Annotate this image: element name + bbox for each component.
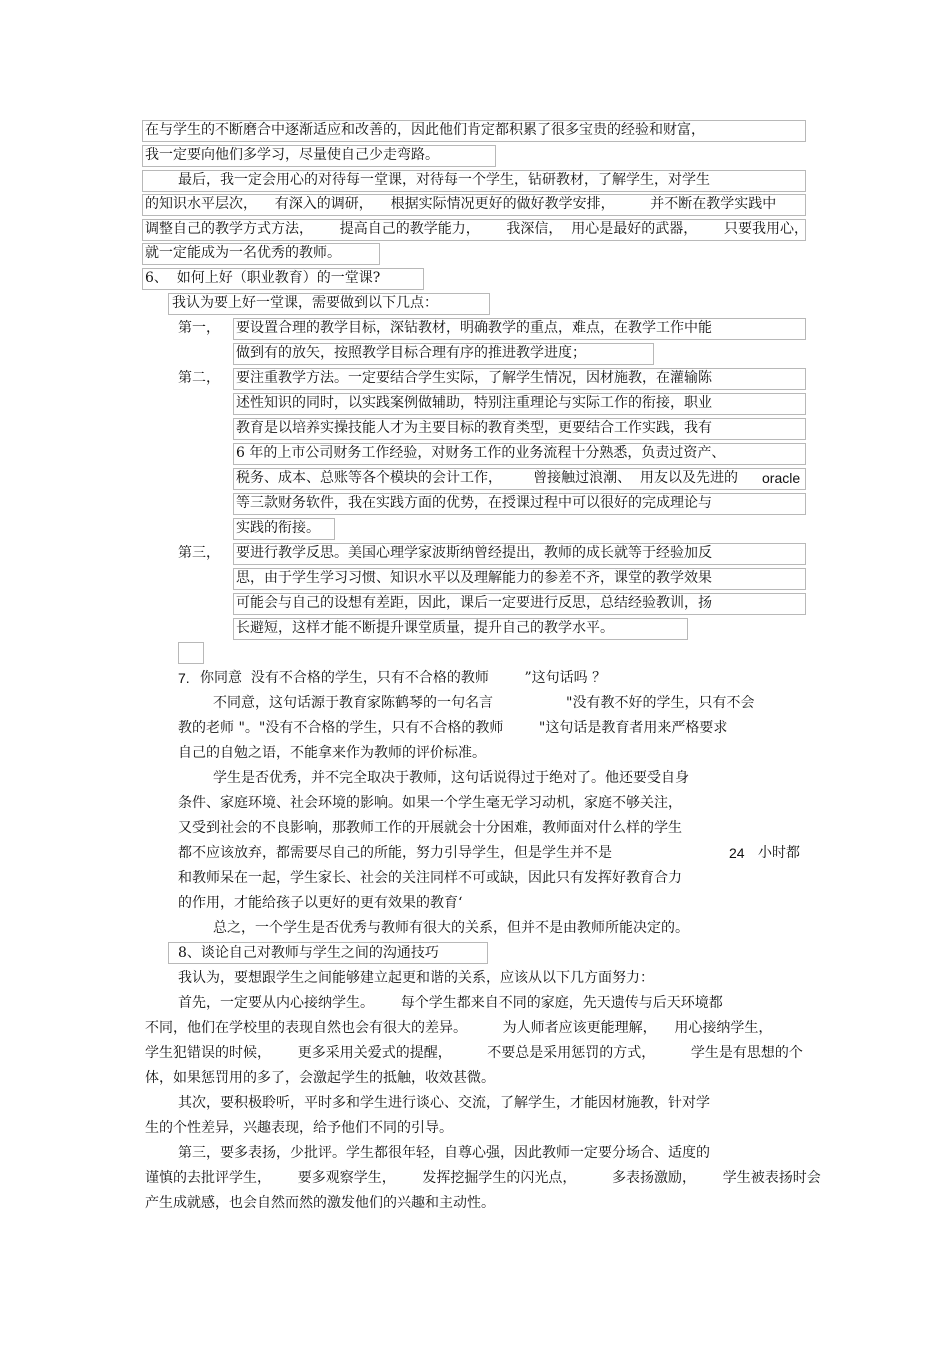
q6-point-1-line-2: 做到有的放矢，按照教学目标合理有序的推进教学进度；	[236, 345, 586, 361]
q7-a2-hours-number: 24	[729, 845, 745, 861]
q7-a2-line-1: 学生是否优秀，并不完全取决于教师，这句话说得过于绝对了。他还要受自身	[213, 770, 689, 786]
q6-point-2-line-6: 等三款财务软件，我在实践方面的优势，在授课过程中可以很好的完成理论与	[236, 495, 712, 511]
q6-point-2-line-4: 6 年的上市公司财务工作经验，对财务工作的业务流程十分熟悉，负责过资产、	[236, 445, 726, 461]
q7-a2-line-6: 的作用，才能给孩子以更好的更有效果的教育‘	[178, 895, 463, 911]
q7-a2-hours-text: 小时都	[758, 845, 800, 861]
q8-b1-line-1: 首先，一定要从内心接纳学生。 每个学生都来自不同的家庭，先天遗传与后天环境都	[178, 995, 723, 1011]
q8-title: 8、谈论自己对教师与学生之间的沟通技巧	[178, 945, 439, 961]
q8-b2-line-2: 生的个性差异，兴趣表现，给予他们不同的引导。	[145, 1120, 453, 1136]
q6-point-3-line-2: 思，由于学生学习习惯、知识水平以及理解能力的参差不齐，课堂的教学效果	[236, 570, 712, 586]
q7-a1-line-1-quote: "没有教不好的学生，只有不会	[566, 695, 755, 711]
q6-point-1-line-1: 要设置合理的教学目标，深钻教材，明确教学的重点，难点，在教学工作中能	[236, 320, 712, 336]
q6-point-2-line-3: 教育是以培养实操技能人才为主要目标的教育类型，更要结合工作实践，我有	[236, 420, 712, 436]
finally-line-1: 最后，我一定会用心的对待每一堂课，对待每一个学生，钻研教材，了解学生，对学生	[178, 172, 710, 188]
q8-b1-line-3: 学生犯错误的时候， 更多采用关爱式的提醒， 不要总是采用惩罚的方式， 学生是有思想的个	[145, 1045, 803, 1061]
q6-point-2-line-7: 实践的衔接。	[236, 520, 320, 536]
q6-point-3-line-1: 要进行教学反思。美国心理学家波斯纳曾经提出，教师的成长就等于经验加反	[236, 545, 712, 561]
q7-a1-line-3: 自己的自勉之语，不能拿来作为教师的评价标准。	[178, 745, 486, 761]
q6-point-1-label: 第一，	[178, 320, 220, 336]
q7-a2-line-2: 条件、家庭环境、社会环境的影响。如果一个学生毫无学习动机，家庭不够关注，	[178, 795, 682, 811]
q7-a1-line-1: 不同意，这句话源于教育家陈鹤琴的一句名言	[213, 695, 493, 711]
q6-point-3-label: 第三，	[178, 545, 220, 561]
q6-point-3-line-4: 长避短，这样才能不断提升课堂质量，提升自己的教学水平。	[236, 620, 614, 636]
q8-b1-line-4: 体，如果惩罚用的多了，会激起学生的抵触，收效甚微。	[145, 1070, 495, 1086]
q8-b3-line-3: 产生成就感，也会自然而然的激发他们的兴趣和主动性。	[145, 1195, 495, 1211]
q8-b3-line-2: 谨慎的去批评学生， 要多观察学生， 发挥挖掘学生的闪光点， 多表扬激励， 学生被表扬时会	[145, 1170, 821, 1186]
q6-point-2-line-5: 税务、成本、总账等各个模块的会计工作， 曾接触过浪潮、 用友以及先进的	[236, 470, 739, 486]
q7-a2-line-5: 和教师呆在一起，学生家长、社会的关注同样不可或缺，因此只有发挥好教育合力	[178, 870, 682, 886]
intro-line-1: 在与学生的不断磨合中逐渐适应和改善的，因此他们肯定都积累了很多宝贵的经验和财富，	[145, 122, 705, 138]
q7-a2-line-4: 都不应该放弃，都需要尽自己的所能，努力引导学生，但是学生并不是	[178, 845, 612, 861]
q7-a1-line-2: 教的老师 "。"没有不合格的学生，只有不合格的教师 "这句话是教育者用来严格要求	[178, 720, 728, 736]
q6-point-3-line-3: 可能会与自己的设想有差距，因此，课后一定要进行反思，总结经验教训，扬	[236, 595, 712, 611]
empty-frame	[178, 642, 204, 664]
q7-title: 你同意 没有不合格的学生，只有不合格的教师 ”这句话吗 ？	[200, 670, 607, 686]
q7-title-number: 7.	[178, 670, 190, 686]
q6-title: 6、 如何上好（职业教育）的一堂课?	[145, 270, 381, 286]
intro-line-2: 我一定要向他们多学习，尽量使自己少走弯路。	[145, 147, 439, 163]
q6-point-2-oracle: oracle	[762, 470, 801, 486]
q6-point-2-label: 第二，	[178, 370, 220, 386]
q6-point-2-line-1: 要注重教学方法。一定要结合学生实际，了解学生情况，因材施教，在灌输陈	[236, 370, 712, 386]
q8-b2-line-1: 其次，要积极聆听，平时多和学生进行谈心、交流，了解学生，才能因材施教，针对学	[178, 1095, 710, 1111]
q7-a3: 总之，一个学生是否优秀与教师有很大的关系，但并不是由教师所能决定的。	[213, 920, 689, 936]
q6-intro: 我认为要上好一堂课，需要做到以下几点：	[172, 295, 438, 311]
q6-point-2-line-2: 述性知识的同时，以实践案例做辅助，特别注重理论与实际工作的衔接，职业	[236, 395, 712, 411]
q8-b1-line-2: 不同，他们在学校里的表现自然也会有很大的差异。 为人师者应该更能理解， 用心接纳学生，	[145, 1020, 773, 1036]
finally-line-4: 就一定能成为一名优秀的教师。	[145, 245, 341, 261]
q8-b3-line-1: 第三，要多表扬，少批评。学生都很年轻，自尊心强，因此教师一定要分场合、适度的	[178, 1145, 710, 1161]
finally-line-3: 调整自己的教学方式方法， 提高自己的教学能力， 我深信， 用心是最好的武器， 只要我用心，	[145, 221, 809, 237]
q7-a2-line-3: 又受到社会的不良影响，那教师工作的开展就会十分困难，教师面对什么样的学生	[178, 820, 682, 836]
q8-intro: 我认为，要想跟学生之间能够建立起更和谐的关系，应该从以下几方面努力：	[178, 970, 654, 986]
finally-line-2: 的知识水平层次， 有深入的调研， 根据实际情况更好的做好教学安排， 并不断在教学实践中	[145, 196, 777, 212]
